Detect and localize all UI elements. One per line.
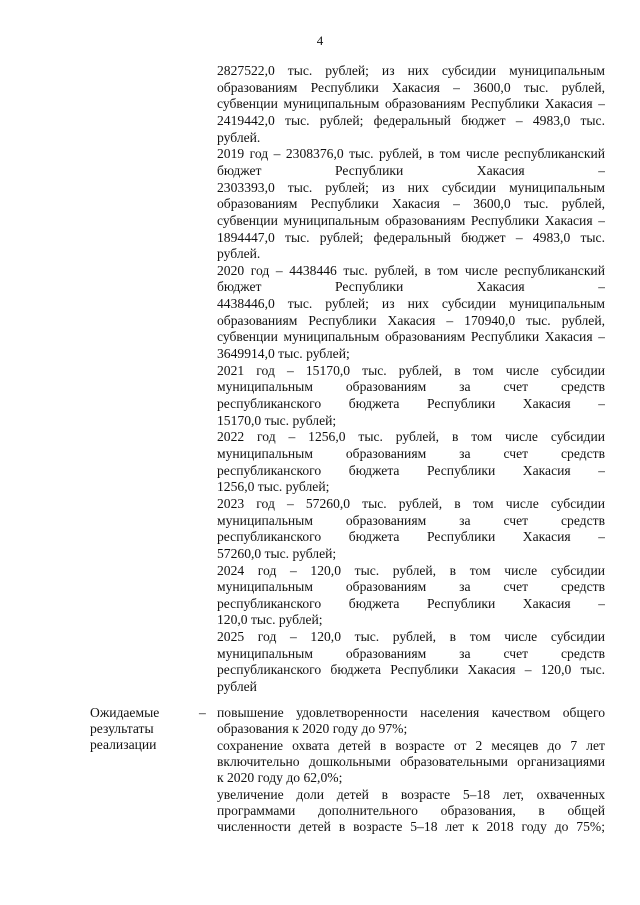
text-line: образованиям Республики Хакасия – 3600,0 тыс. рублей, bbox=[217, 79, 605, 95]
text-line: бюджет Республики Хакасия – bbox=[217, 162, 605, 178]
text-line: к 2020 году до 62,0%; bbox=[217, 770, 343, 786]
results-label-line: результаты bbox=[90, 721, 154, 736]
text-line: 2023 год – 57260,0 тыс. рублей, в том числе субсидии bbox=[217, 495, 605, 511]
text-line: включительно дошкольными образовательными организациями bbox=[217, 753, 605, 769]
results-dash: – bbox=[199, 705, 206, 720]
text-line: сохранение охвата детей в возрасте от 2 месяцев до 7 лет bbox=[217, 737, 605, 753]
text-line: рублей. bbox=[217, 129, 261, 145]
text-line: образования к 2020 году до 97%; bbox=[217, 721, 408, 737]
text-line: 2419442,0 тыс. рублей; федеральный бюджет – 4983,0 тыс. bbox=[217, 112, 605, 128]
text-line: республиканского бюджета Республики Хакасия – 120,0 тыс. bbox=[217, 662, 605, 678]
text-line: увеличение доли детей в возрасте 5–18 лет, охваченных bbox=[217, 786, 605, 802]
text-line: 2021 год – 15170,0 тыс. рублей, в том числе субсидии bbox=[217, 362, 605, 378]
text-line: 2024 год – 120,0 тыс. рублей, в том числе субсидии bbox=[217, 562, 605, 578]
text-line: 2022 год – 1256,0 тыс. рублей, в том числе субсидии bbox=[217, 429, 605, 445]
text-line: программами дополнительного образования, в общей bbox=[217, 802, 605, 818]
text-line: муниципальным образованиям за счет средств bbox=[217, 579, 605, 595]
text-line: субвенции муниципальным образованиям Республики Хакасия – bbox=[217, 96, 605, 112]
text-line: 4438446,0 тыс. рублей; из них субсидии муниципальным bbox=[217, 296, 605, 312]
text-line: республиканского бюджета Республики Хакасия – bbox=[217, 595, 605, 611]
text-line: рублей bbox=[217, 679, 257, 695]
text-line: численности детей в возрасте 5–18 лет к 2018 году до 75%; bbox=[217, 819, 605, 835]
text-line: 2827522,0 тыс. рублей; из них субсидии муниципальным bbox=[217, 63, 605, 78]
text-line: республиканского бюджета Республики Хакасия – bbox=[217, 396, 605, 411]
text-line: 2019 год – 2308376,0 тыс. рублей, в том числе республиканский bbox=[217, 146, 605, 162]
text-line: муниципальным образованиям за счет средств bbox=[217, 445, 605, 461]
text-line: республиканского бюджета Республики Хакасия – bbox=[217, 462, 605, 478]
text-line: 1894447,0 тыс. рублей; федеральный бюджет – 4983,0 тыс. bbox=[217, 229, 605, 245]
text-line: муниципальным образованиям за счет средств bbox=[217, 379, 605, 395]
text-line: муниципальным образованиям за счет средств bbox=[217, 645, 605, 661]
text-line: 1256,0 тыс. рублей; bbox=[217, 479, 330, 495]
text-line: субвенции муниципальным образованиям Республики Хакасия – bbox=[217, 329, 605, 345]
text-line: бюджет Республики Хакасия – bbox=[217, 279, 605, 295]
text-line: муниципальным образованиям за счет средств bbox=[217, 512, 605, 528]
text-line: повышение удовлетворенности населения качеством общего bbox=[217, 705, 605, 720]
text-line: 2303393,0 тыс. рублей; из них субсидии муниципальным bbox=[217, 179, 605, 195]
page-number: 4 bbox=[316, 33, 324, 48]
results-label-line: Ожидаемые bbox=[90, 705, 160, 720]
text-line: 15170,0 тыс. рублей; bbox=[217, 412, 337, 428]
text-line: образованиям Республики Хакасия – 3600,0 тыс. рублей, bbox=[217, 196, 605, 212]
text-line: республиканского бюджета Республики Хакасия – bbox=[217, 529, 605, 545]
results-label-line: реализации bbox=[90, 737, 157, 752]
text-line: субвенции муниципальным образованиям Республики Хакасия – bbox=[217, 212, 605, 228]
text-line: 2025 год – 120,0 тыс. рублей, в том числе субсидии bbox=[217, 629, 605, 645]
text-line: 3649914,0 тыс. рублей; bbox=[217, 346, 350, 362]
text-line: 120,0 тыс. рублей; bbox=[217, 612, 323, 628]
text-line: рублей. bbox=[217, 246, 261, 262]
text-line: 57260,0 тыс. рублей; bbox=[217, 545, 337, 561]
text-line: образованиям Республики Хакасия – 170940,0 тыс. рублей, bbox=[217, 312, 605, 328]
text-line: 2020 год – 4438446 тыс. рублей, в том числе республиканский bbox=[217, 262, 605, 278]
